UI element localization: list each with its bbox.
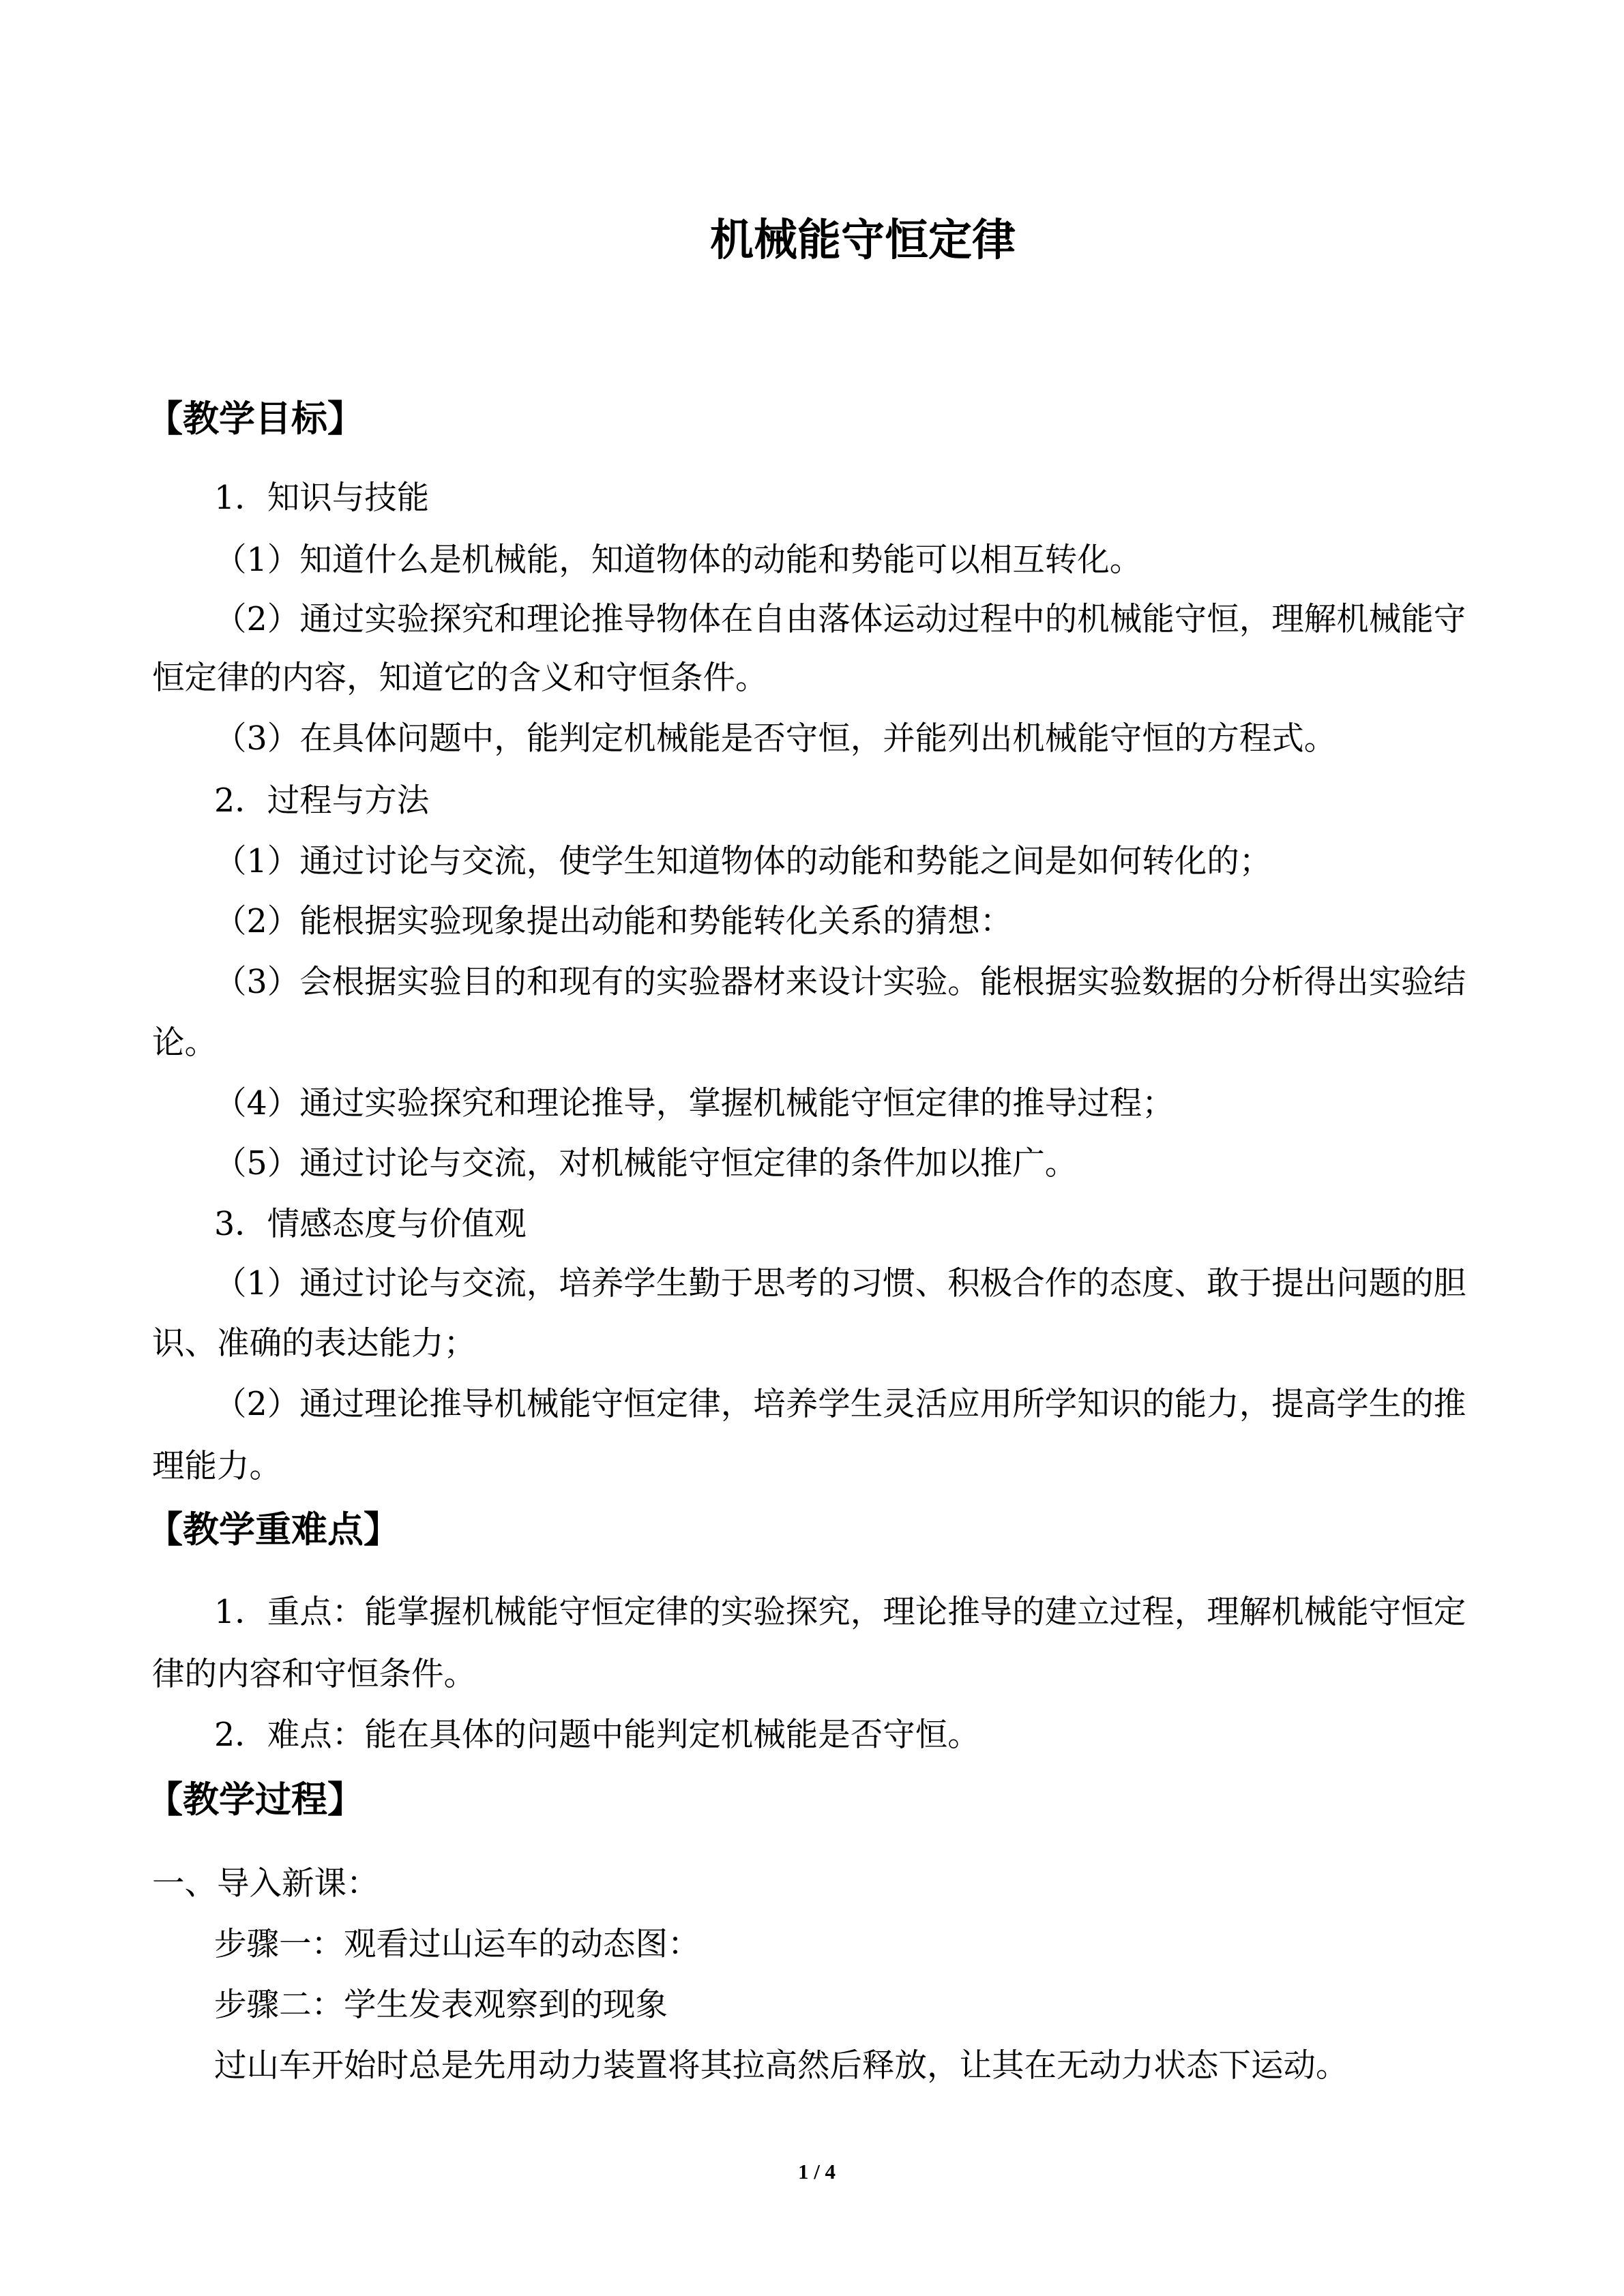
page-number: 1 / 4 bbox=[797, 2160, 836, 2183]
process-methods-heading: 2．过程与方法 bbox=[214, 782, 430, 820]
attitude-item-1: （1）通过讨论与交流，培养学生勤于思考的习惯、积极合作的态度、敢于提出问题的胆 bbox=[214, 1265, 1466, 1302]
knowledge-item-2: （2）通过实验探究和理论推导物体在自由落体运动过程中的机械能守恒，理解机械能守 bbox=[214, 601, 1466, 638]
intro-heading: 一、导入新课： bbox=[152, 1865, 379, 1903]
attitude-item-2-continued: 理能力。 bbox=[152, 1448, 282, 1485]
key-point-difficulty: 2．难点：能在具体的问题中能判定机械能是否守恒。 bbox=[214, 1716, 980, 1754]
attitude-item-2: （2）通过理论推导机械能守恒定律，培养学生灵活应用所学知识的能力，提高学生的推 bbox=[214, 1386, 1466, 1423]
page-title: 机械能守恒定律 bbox=[710, 215, 1016, 266]
process-item-3-continued: 论。 bbox=[152, 1024, 217, 1062]
process-item-1: （1）通过讨论与交流，使学生知道物体的动能和势能之间是如何转化的； bbox=[214, 843, 1272, 880]
process-item-5: （5）通过讨论与交流，对机械能守恒定律的条件加以推广。 bbox=[214, 1145, 1078, 1182]
key-point-focus-continued: 律的内容和守恒条件。 bbox=[152, 1656, 476, 1693]
attitude-item-1-continued: 识、准确的表达能力； bbox=[152, 1325, 476, 1362]
key-point-focus: 1．重点：能掌握机械能守恒定律的实验探究，理论推导的建立过程，理解机械能守恒定 bbox=[214, 1594, 1466, 1631]
intro-step-2: 步骤二：学生发表观察到的现象 bbox=[214, 1986, 668, 2024]
intro-step-1: 步骤一：观看过山运车的动态图： bbox=[214, 1926, 700, 1963]
procedure-heading: 【教学过程】 bbox=[147, 1779, 364, 1821]
intro-description: 过山车开始时总是先用动力装置将其拉高然后释放，让其在无动力状态下运动。 bbox=[214, 2047, 1348, 2085]
knowledge-item-1: （1）知道什么是机械能，知道物体的动能和势能可以相互转化。 bbox=[214, 541, 1142, 579]
process-item-2: （2）能根据实验现象提出动能和势能转化关系的猜想： bbox=[214, 903, 1013, 940]
process-item-3: （3）会根据实验目的和现有的实验器材来设计实验。能根据实验数据的分析得出实验结 bbox=[214, 964, 1466, 1001]
knowledge-item-2-continued: 恒定律的内容，知道它的含义和守恒条件。 bbox=[152, 659, 768, 697]
attitude-values-heading: 3．情感态度与价值观 bbox=[214, 1206, 527, 1243]
knowledge-item-3: （3）在具体问题中，能判定机械能是否守恒，并能列出机械能守恒的方程式。 bbox=[214, 720, 1337, 758]
key-points-heading: 【教学重难点】 bbox=[147, 1509, 400, 1551]
knowledge-skills-heading: 1．知识与技能 bbox=[214, 479, 430, 517]
objectives-heading: 【教学目标】 bbox=[147, 398, 364, 440]
process-item-4: （4）通过实验探究和理论推导，掌握机械能守恒定律的推导过程； bbox=[214, 1085, 1175, 1122]
